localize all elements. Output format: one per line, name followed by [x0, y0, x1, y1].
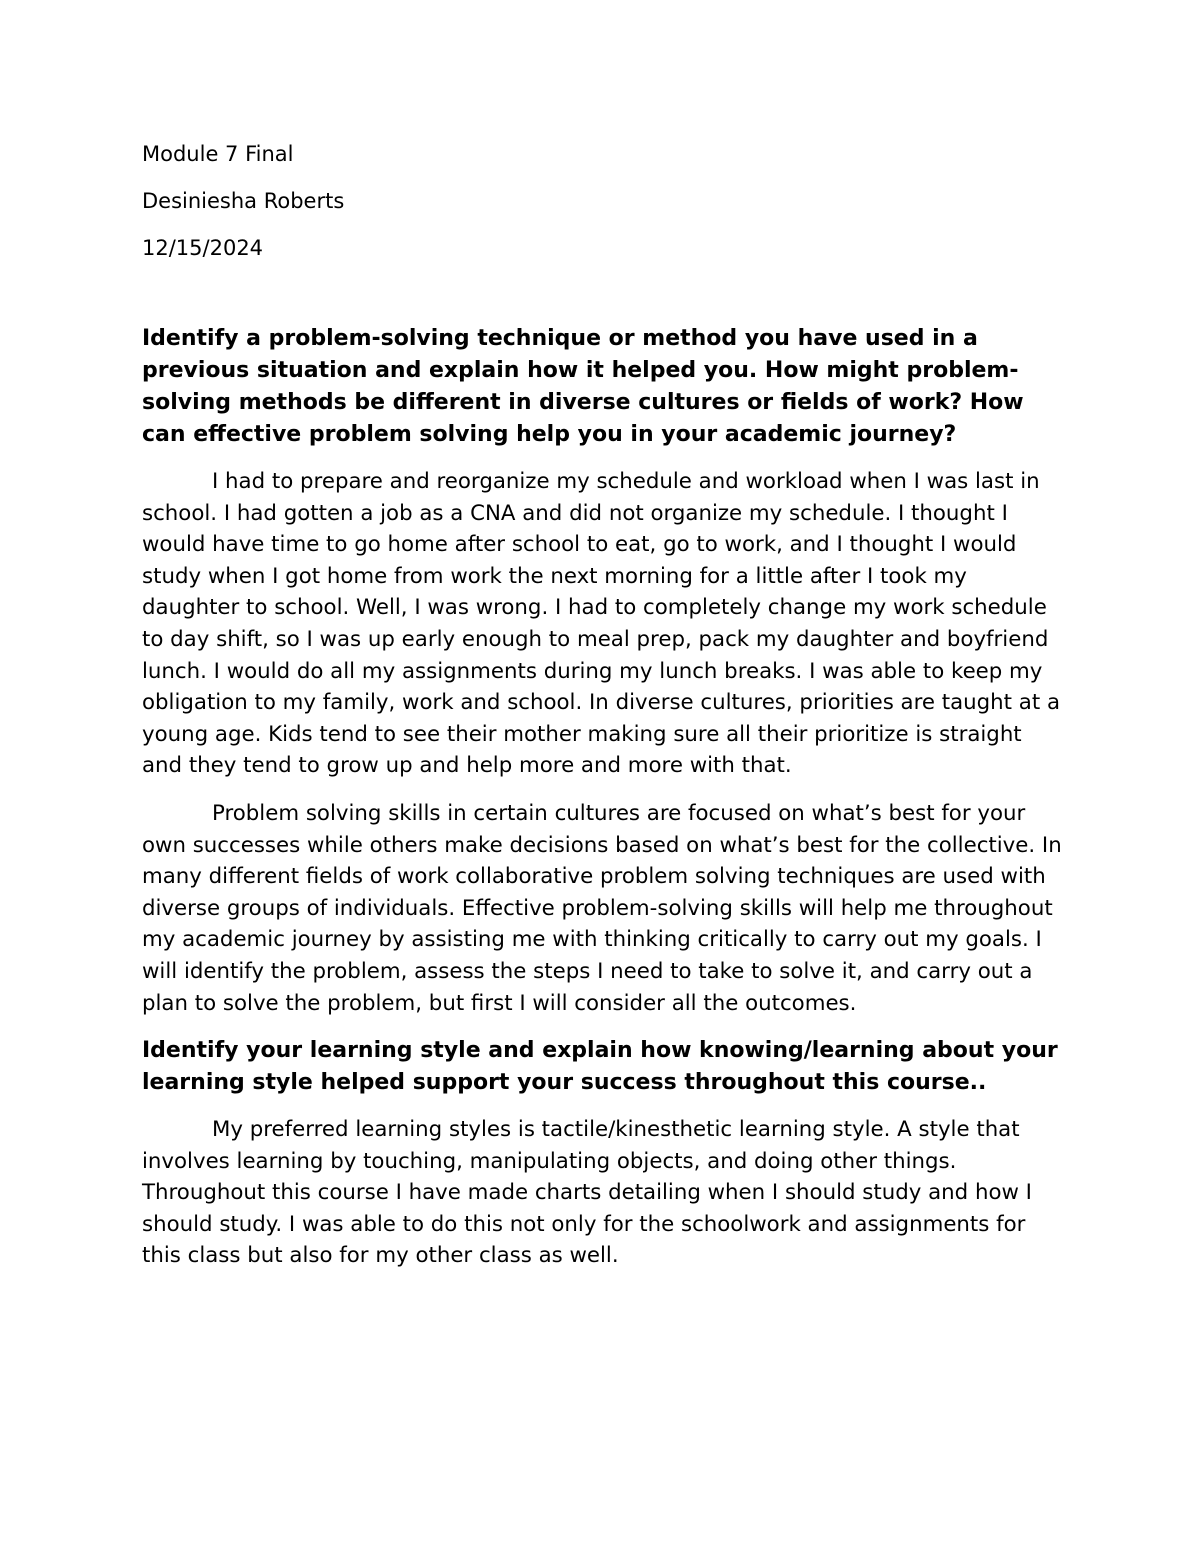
answer-2-paragraph-1: My preferred learning styles is tactile/kinesthetic learning style. A style that involves learning by touching, manipulating objects, and doing other things. Throughout this course I have made charts detailing when I should study and how I should study. I was able to do this not only for the schoolwork and assignments for this class but also for my other class as well. — [142, 1117, 1032, 1269]
author-name: Desiniesha Roberts — [142, 189, 345, 213]
document-body — [142, 138, 1067, 1288]
document-date: 12/15/2024 — [142, 236, 264, 260]
answer-1-paragraph-2: Problem solving skills in certain cultures are focused on what’s best for your own successes while others make decisions based on what’s best for the collective. In many different fields of work collaborative problem solving techniques are used with diverse groups of individuals. Effective problem-solving skills will help me throughout my academic journey by assisting me with thinking critically to carry out my goals. I will identify the problem, assess the steps I need to take to solve it, and carry out a plan to solve the problem, but first I will consider all the outcomes. — [142, 800, 1062, 1016]
question-1: Identify a problem-solving technique or method you have used in a previous situation and explain how it helped you. How might problem-solving methods be different in diverse cultures or fields of work? How can effective problem solving help you in your academic journey? — [142, 326, 1024, 447]
header-spacer — [142, 279, 1067, 323]
answer-1-paragraph-1: I had to prepare and reorganize my schedule and workload when I was last in school. I had gotten a job as a CNA and did not organize my schedule. I thought I would have time to go home after school to eat, go to work, and I thought I would study when I got home from work the next morning for a little after I took my daughter to school. Well, I was wrong. I had to completely change my work schedule to day shift, so I was up early enough to meal prep, pack my daughter and boyfriend lunch. I would do all my assignments during my lunch breaks. I was able to keep my obligation to my family, work and school. In diverse cultures, priorities are taught at a young age. Kids tend to see their mother making sure all their prioritize is straight and they tend to grow up and help more and more with that. — [142, 469, 1061, 779]
question-2: Identify your learning style and explain how knowing/learning about your learning style helped support your success throughout this course.. — [142, 1038, 1058, 1096]
document-title: Module 7 Final — [142, 142, 294, 166]
